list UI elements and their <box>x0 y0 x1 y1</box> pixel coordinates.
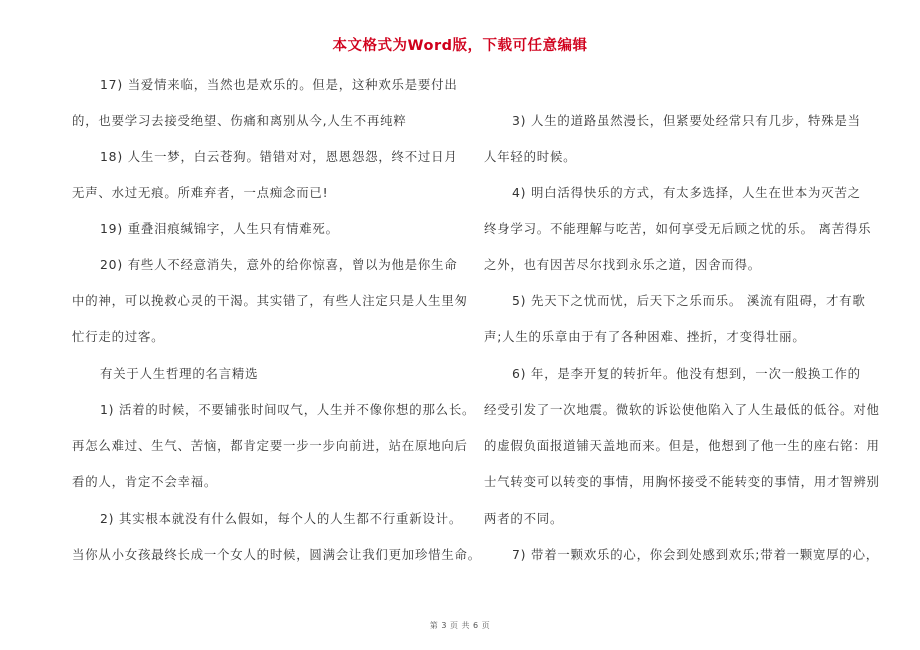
text-line: 18) 人生一梦，白云苍狗。错错对对，恩恩怨怨，终不过日月 <box>100 149 458 164</box>
text-line: 之外，也有因苦尽尔找到永乐之道，因舍而得。 <box>484 257 762 272</box>
text-line: 忙行走的过客。 <box>72 329 165 344</box>
text-line: 17) 当爱情来临，当然也是欢乐的。但是，这种欢乐是要付出 <box>100 77 458 92</box>
text-line: 当你从小女孩最终长成一个女人的时候，圆满会让我们更加珍惜生命。 <box>72 547 481 562</box>
text-line: 声;人生的乐章由于有了各种困难、挫折，才变得壮丽。 <box>484 329 806 344</box>
text-line: 6) 年，是李开复的转折年。他没有想到，一次一般换工作的 <box>512 366 861 381</box>
text-line: 中的神，可以挽救心灵的干渴。其实错了，有些人注定只是人生里匆 <box>72 293 468 308</box>
text-line: 7) 带着一颗欢乐的心，你会到处感到欢乐;带着一颗宽厚的心， <box>512 547 879 562</box>
text-line: 4) 明白活得快乐的方式，有太多选择，人生在世本为灭苦之 <box>512 185 861 200</box>
section-heading: 有关于人生哲理的名言精选 <box>100 366 259 381</box>
text-line: 19) 重叠泪痕缄锦字，人生只有情难死。 <box>100 221 339 236</box>
text-line: 两者的不同。 <box>484 511 564 526</box>
text-line: 3) 人生的道路虽然漫长，但紧要处经常只有几步，特殊是当 <box>512 113 861 128</box>
text-line: 士气转变可以转变的事情，用胸怀接受不能转变的事情，用才智辨别 <box>484 474 880 489</box>
page-number-footer: 第 3 页 共 6 页 <box>429 621 491 630</box>
text-line: 的虚假负面报道铺天盖地而来。但是，他想到了他一生的座右铭：用 <box>484 438 880 453</box>
text-line: 终身学习。不能理解与吃苦，如何享受无后顾之忧的乐。 离苦得乐 <box>484 221 872 236</box>
text-line: 的，也要学习去接受绝望、伤痛和离别从今,人生不再纯粹 <box>72 113 407 128</box>
text-line: 2) 其实根本就没有什么假如，每个人的人生都不行重新设计。 <box>100 511 463 526</box>
text-line: 5) 先天下之忧而忧，后天下之乐而乐。 溪流有阻碍，才有歌 <box>512 293 866 308</box>
document-banner: 本文格式为Word版，下载可任意编辑 <box>332 38 588 54</box>
text-line: 看的人，肯定不会幸福。 <box>72 474 218 489</box>
text-line: 经受引发了一次地震。微软的诉讼使他陷入了人生最低的低谷。对他 <box>484 402 880 417</box>
text-line: 人年轻的时候。 <box>484 149 577 164</box>
text-line: 1) 活着的时候，不要铺张时间叹气，人生并不像你想的那么长。 <box>100 402 476 417</box>
text-line: 再怎么难过、生气、苦恼，都肯定要一步一步向前进，站在原地向后 <box>72 438 468 453</box>
text-line: 无声、水过无痕。所难弃者，一点痴念而已! <box>72 185 329 200</box>
text-line: 20) 有些人不经意消失，意外的给你惊喜，曾以为他是你生命 <box>100 257 458 272</box>
